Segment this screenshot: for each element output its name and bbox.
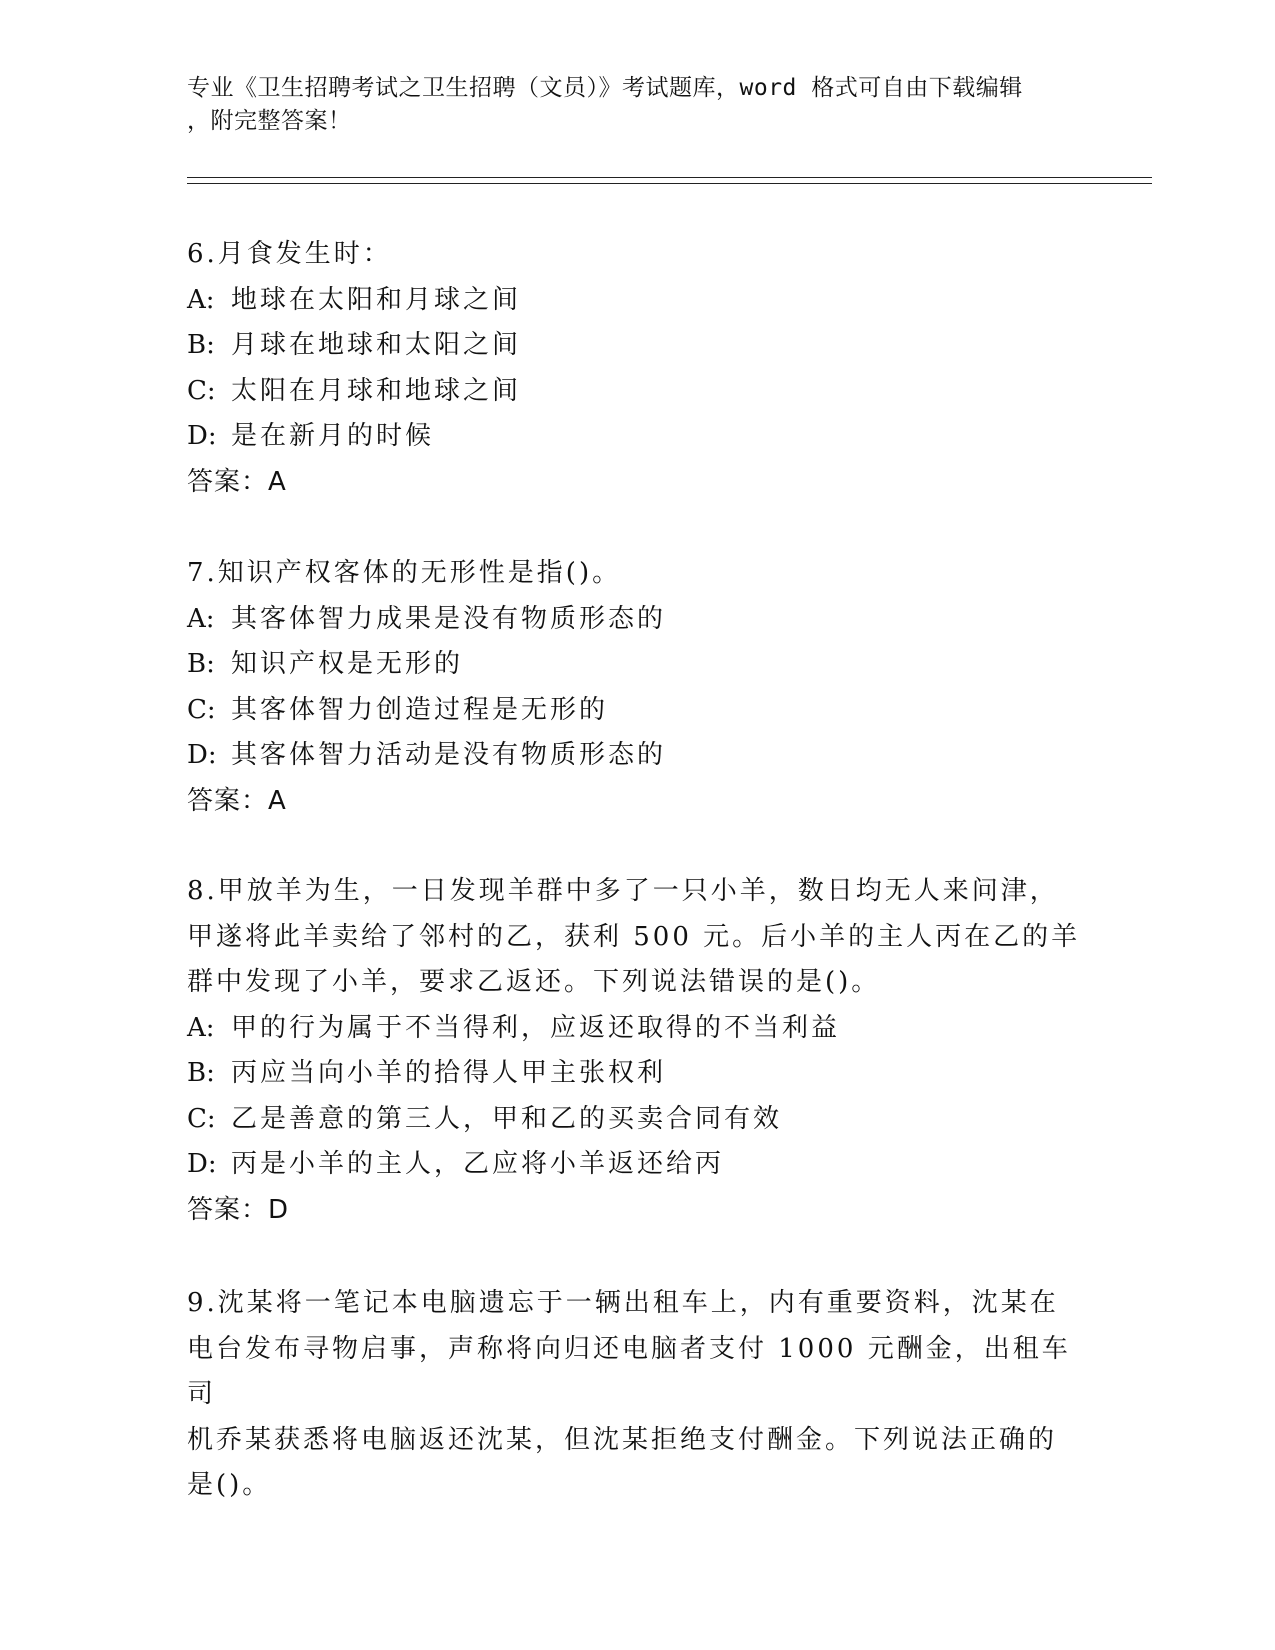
question-8 bbox=[187, 869, 1087, 1233]
option-text: 是在新月的时候 bbox=[231, 421, 435, 451]
question-7 bbox=[187, 551, 1087, 824]
answer-line bbox=[187, 1188, 1087, 1234]
question-stem: 6.月食发生时： bbox=[187, 239, 392, 269]
option-letter: A: bbox=[187, 603, 215, 634]
option-letter: B: bbox=[187, 1058, 215, 1088]
option-d bbox=[187, 1142, 1087, 1188]
option-text: 其客体智力活动是没有物质形态的 bbox=[231, 740, 667, 770]
answer-value: D bbox=[268, 1194, 289, 1225]
document-header: 专业《卫生招聘考试之卫生招聘（文员）》考试题库，word 格式可自由下载编辑 ，附完整答案！ bbox=[187, 75, 1023, 134]
question-stem: 7.知识产权客体的无形性是指()。 bbox=[187, 558, 622, 588]
question-stem: 9.沈某将一笔记本电脑遗忘于一辆出租车上，内有重要资料，沈某在 电台发布寻物启事，声称将向归还电脑者支付 1000 元酬金，出租车司 机乔某获悉将电脑返还沈某，但沈某拒绝支付酬金。下列说法正确的 是()。 bbox=[187, 1288, 1071, 1500]
option-d bbox=[187, 414, 1087, 460]
option-d bbox=[187, 733, 1087, 779]
option-text: 月球在地球和太阳之间 bbox=[231, 330, 522, 360]
question-stem: 8.甲放羊为生，一日发现羊群中多了一只小羊，数日均无人来问津， 甲遂将此羊卖给了邻村的乙，获利 500 元。后小羊的主人丙在乙的羊 群中发现了小羊，要求乙返还。下列说法错误的是()。 bbox=[187, 876, 1081, 997]
option-letter: C: bbox=[187, 375, 216, 406]
header-divider bbox=[187, 177, 1152, 178]
option-text: 其客体智力创造过程是无形的 bbox=[231, 694, 609, 725]
option-b bbox=[187, 642, 1087, 688]
option-text: 知识产权是无形的 bbox=[231, 649, 464, 679]
option-text: 甲的行为属于不当得利，应返还取得的不当利益 bbox=[231, 1012, 841, 1043]
option-c bbox=[187, 369, 1087, 415]
answer-label: 答案： bbox=[187, 466, 269, 497]
option-letter: D: bbox=[187, 740, 217, 770]
answer-line bbox=[187, 779, 1087, 825]
option-text: 丙应当向小羊的拾得人甲主张权利 bbox=[231, 1058, 667, 1088]
option-text: 丙是小羊的主人，乙应将小羊返还给丙 bbox=[231, 1149, 725, 1179]
answer-label: 答案： bbox=[187, 1194, 269, 1225]
header-divider-double bbox=[187, 183, 1152, 184]
option-letter: D: bbox=[187, 1149, 217, 1179]
option-letter: A: bbox=[187, 284, 215, 315]
question-9 bbox=[187, 1281, 1087, 1509]
answer-line bbox=[187, 460, 1087, 506]
option-c bbox=[187, 1097, 1087, 1143]
option-letter: C: bbox=[187, 1103, 216, 1134]
option-letter: B: bbox=[187, 649, 215, 679]
question-6 bbox=[187, 232, 1087, 505]
answer-value: A bbox=[268, 466, 286, 497]
answer-value: A bbox=[268, 785, 286, 816]
option-text: 其客体智力成果是没有物质形态的 bbox=[231, 603, 667, 634]
option-letter: A: bbox=[187, 1012, 215, 1043]
answer-label: 答案： bbox=[187, 785, 269, 816]
option-a bbox=[187, 597, 1087, 643]
option-text: 地球在太阳和月球之间 bbox=[231, 284, 522, 315]
option-b bbox=[187, 323, 1087, 369]
option-letter: D: bbox=[187, 421, 217, 451]
option-letter: C: bbox=[187, 694, 216, 725]
option-a bbox=[187, 278, 1087, 324]
option-text: 太阳在月球和地球之间 bbox=[231, 375, 522, 406]
option-letter: B: bbox=[187, 330, 215, 360]
option-a bbox=[187, 1006, 1087, 1052]
option-b bbox=[187, 1051, 1087, 1097]
option-text: 乙是善意的第三人，甲和乙的买卖合同有效 bbox=[231, 1103, 783, 1134]
option-c bbox=[187, 688, 1087, 734]
